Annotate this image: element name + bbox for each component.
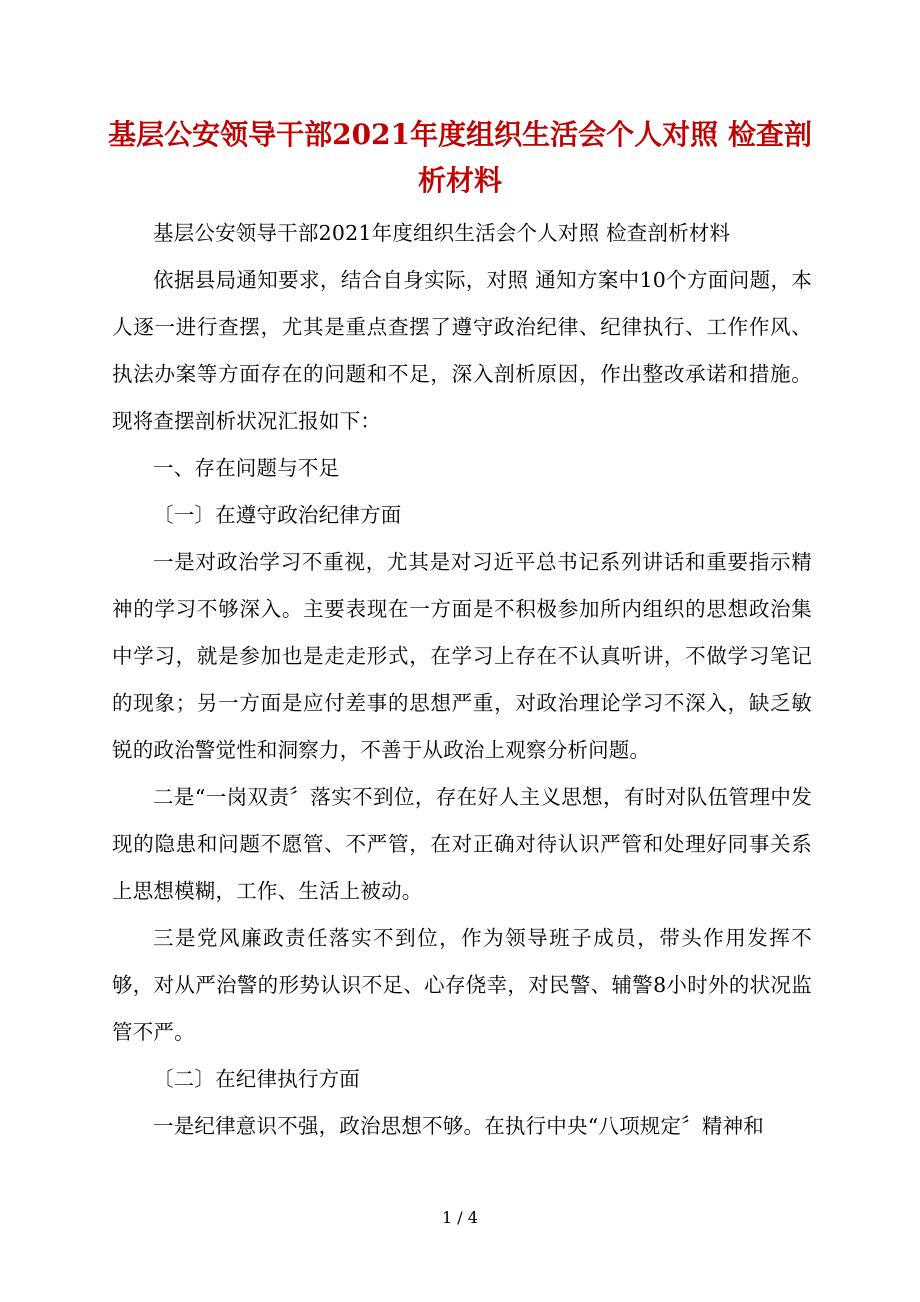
subsection-heading: 〔一〕在遵守政治纪律方面 xyxy=(153,503,402,527)
document-body xyxy=(112,210,812,1150)
page-number: 1 / 4 xyxy=(442,1208,478,1227)
paragraph-item: 一是纪律意识不强，政治思想不够。在执行中央“八项规定〞精神和 xyxy=(153,1114,764,1138)
paragraph-item: 一是对政治学习不重视，尤其是对习近平总书记系列讲话和重要指示精神的学习不够深入。主要表现在一方面是不积极参加所内组织的思想政治集中学习，就是参加也是走走形式，在学习上存在不认真听讲，不做学习笔记的现象；另一方面是应付差事的思想严重，对政治理论学习不深入，缺乏敏锐的政治警觉性和洞察力，不善于从政治上观察分析问题。 xyxy=(112,550,812,762)
paragraph-intro: 依据县局通知要求，结合自身实际，对照 通知方案中10个方面问题，本人逐一进行查摆，尤其是重点查摆了遵守政治纪律、纪律执行、工作作风、执法办案等方面存在的问题和不足，深入剖析原因，作出整改承诺和措施。现将查摆剖析状况汇报如下： xyxy=(112,268,812,433)
paragraph-subtitle: 基层公安领导干部2021年度组织生活会个人对照 检查剖析材料 xyxy=(153,221,731,245)
document-title: 基层公安领导干部2021年度组织生活会个人对照 检查剖析材料 xyxy=(108,118,812,197)
subsection-heading: 〔二〕在纪律执行方面 xyxy=(153,1067,360,1091)
paragraph-item: 二是“一岗双责〞落实不到位，存在好人主义思想，有时对队伍管理中发现的隐患和问题不愿管、不严管，在对正确对待认识严管和处理好同事关系上思想模糊，工作、生活上被动。 xyxy=(112,785,812,903)
paragraph-item: 三是党风廉政责任落实不到位，作为领导班子成员，带头作用发挥不够，对从严治警的形势认识不足、心存侥幸，对民警、辅警8小时外的状况监管不严。 xyxy=(112,926,812,1044)
section-heading: 一、存在问题与不足 xyxy=(153,456,340,480)
